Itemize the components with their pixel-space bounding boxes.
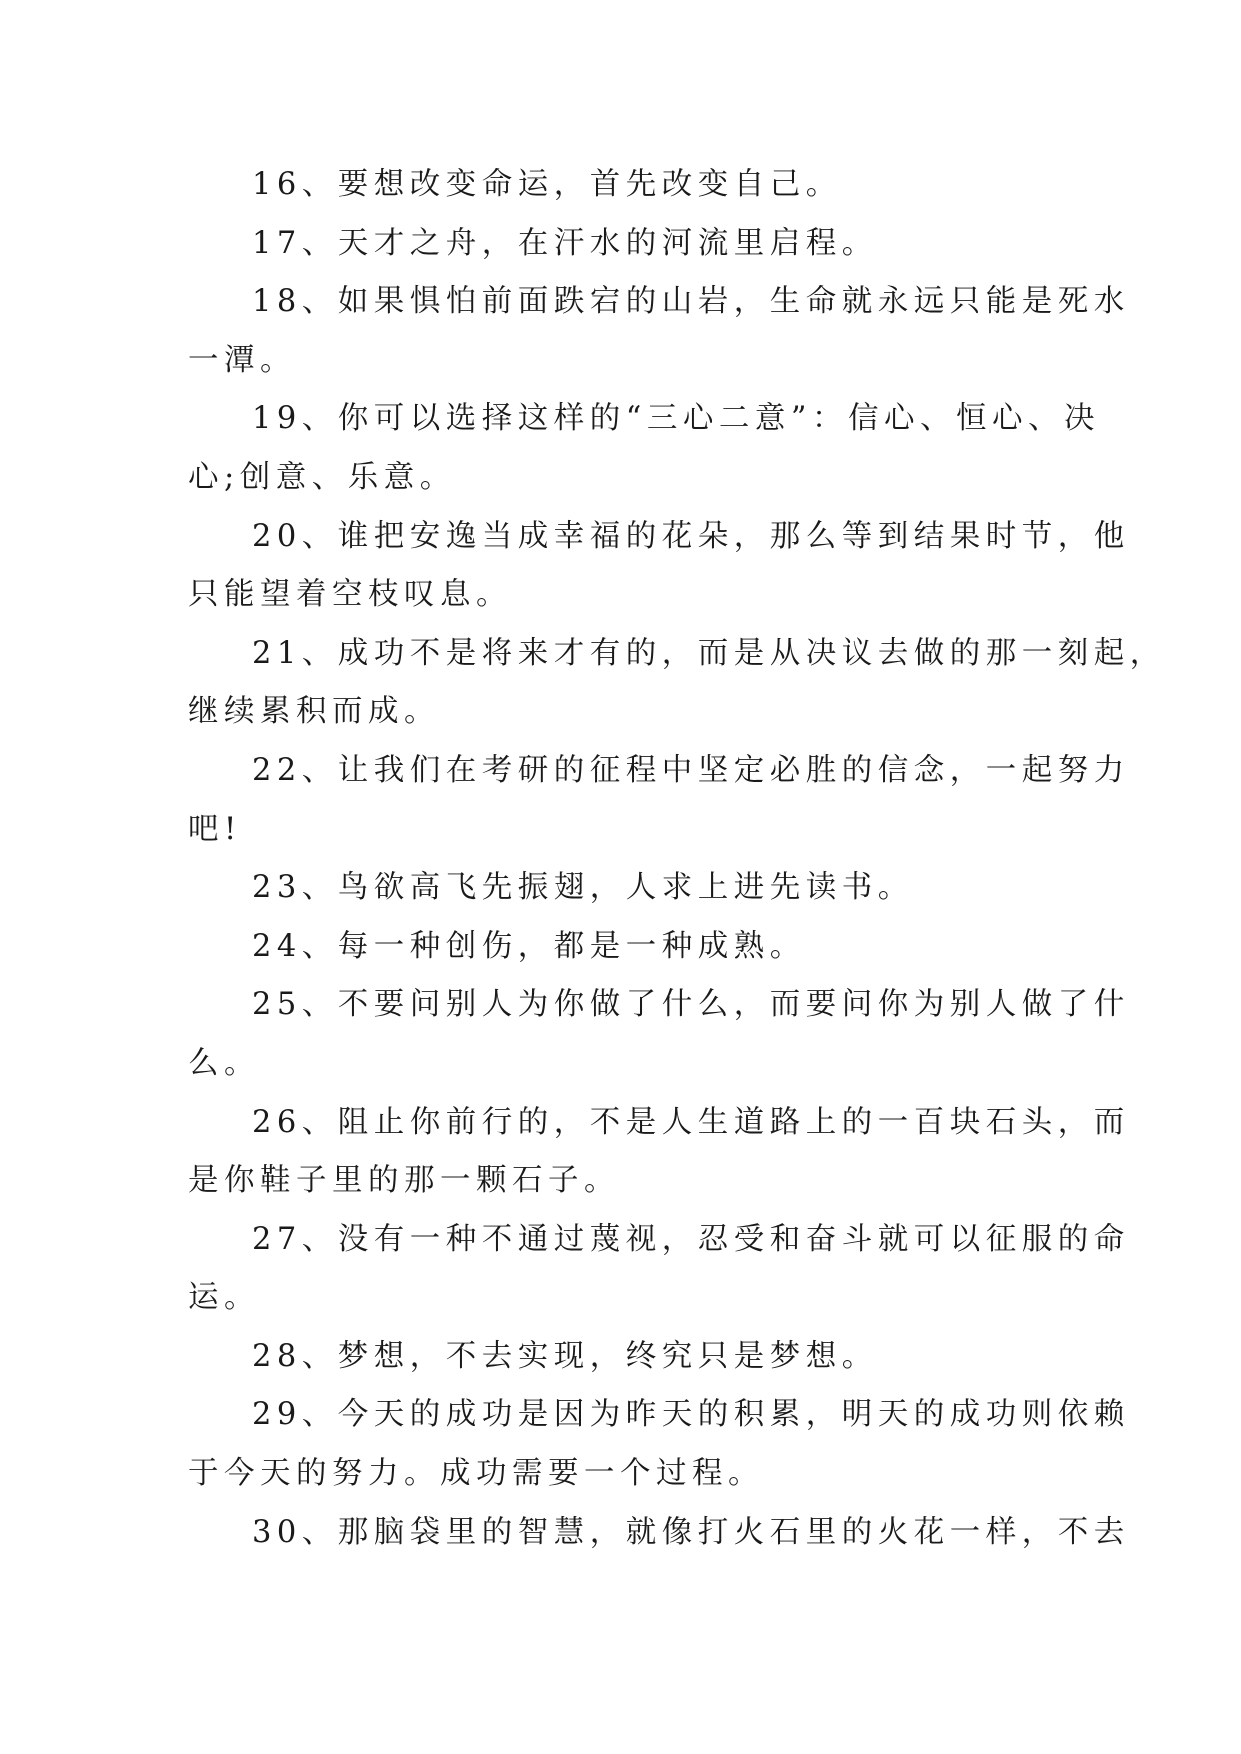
paragraph bbox=[188, 508, 1130, 625]
paragraph bbox=[188, 976, 1130, 1093]
paragraph-line-first: 25、不要问别人为你做了什么，而要问你为别人做了什 bbox=[252, 987, 1130, 1023]
paragraph-line-first: 19、你可以选择这样的“三心二意”：信心、恒心、决 bbox=[252, 401, 1100, 437]
paragraph-line-first: 29、今天的成功是因为昨天的积累，明天的成功则依赖 bbox=[252, 1397, 1130, 1433]
paragraph-line-first: 26、阻止你前行的，不是人生道路上的一百块石头，而 bbox=[252, 1104, 1130, 1140]
paragraph-line-continued: 一潭。 bbox=[188, 342, 296, 378]
paragraph-line-first: 28、梦想，不去实现，终究只是梦想。 bbox=[252, 1338, 878, 1374]
paragraph-line-first: 27、没有一种不通过蔑视，忍受和奋斗就可以征服的命 bbox=[252, 1221, 1130, 1257]
paragraph-line-first: 18、如果惧怕前面跌宕的山岩，生命就永远只能是死水 bbox=[252, 284, 1130, 320]
paragraph-line-first: 16、要想改变命运，首先改变自己。 bbox=[252, 167, 842, 202]
paragraph bbox=[188, 390, 1100, 507]
paragraph bbox=[188, 742, 1130, 859]
paragraph bbox=[188, 1386, 1130, 1503]
paragraph bbox=[188, 1328, 1058, 1387]
paragraph-line-first: 23、鸟欲高飞先振翅，人求上进先读书。 bbox=[252, 870, 914, 906]
paragraph bbox=[188, 1094, 1130, 1211]
paragraph-line-continued: 心;创意、乐意。 bbox=[188, 459, 456, 495]
paragraph-line-continued: 吧! bbox=[188, 811, 242, 847]
paragraph bbox=[188, 1504, 1130, 1563]
paragraph bbox=[188, 918, 1058, 977]
paragraph-line-first: 24、每一种创伤，都是一种成熟。 bbox=[252, 928, 806, 964]
paragraph-line-continued: 于今天的努力。成功需要一个过程。 bbox=[188, 1456, 764, 1492]
paragraph-line-continued: 运。 bbox=[188, 1280, 260, 1316]
paragraph-line-first: 20、谁把安逸当成幸福的花朵，那么等到结果时节，他 bbox=[252, 518, 1130, 554]
paragraph-line-continued: 继续累积而成。 bbox=[188, 694, 440, 730]
paragraph bbox=[188, 215, 1058, 274]
paragraph bbox=[188, 625, 1166, 742]
paragraph bbox=[188, 859, 1058, 918]
paragraph-line-first: 22、让我们在考研的征程中坚定必胜的信念，一起努力 bbox=[252, 752, 1130, 788]
paragraph-line-first: 30、那脑袋里的智慧，就像打火石里的火花一样，不去 bbox=[252, 1514, 1130, 1550]
paragraph-line-continued: 只能望着空枝叹息。 bbox=[188, 577, 512, 613]
paragraph-line-continued: 是你鞋子里的那一颗石子。 bbox=[188, 1163, 620, 1199]
document-body bbox=[188, 156, 1166, 1562]
paragraph-line-continued: 么。 bbox=[188, 1045, 260, 1081]
paragraph-line-first: 21、成功不是将来才有的，而是从决议去做的那一刻起， bbox=[252, 635, 1166, 671]
paragraph bbox=[188, 273, 1130, 390]
paragraph bbox=[188, 1211, 1130, 1328]
paragraph bbox=[188, 156, 1058, 215]
paragraph-line-first: 17、天才之舟，在汗水的河流里启程。 bbox=[252, 225, 878, 261]
